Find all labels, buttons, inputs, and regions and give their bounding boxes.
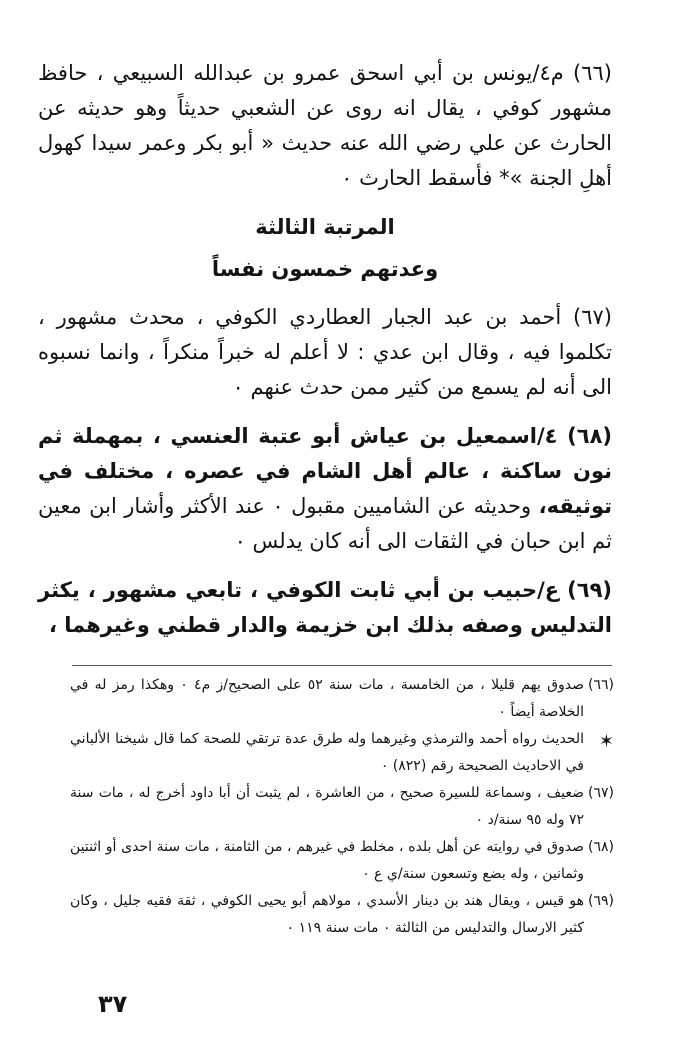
star-icon: ✶ — [598, 731, 614, 752]
footnote-text: الحديث رواه أحمد والترمذي وغيرهما وله طرق عدة ترتقي للصحة كما قال شيخنا الألباني في الاحاديث الصحيحة رقم (٨٢٢) ٠ — [70, 731, 584, 774]
page-number: ٣٧ — [98, 990, 128, 1018]
entry-69: (٦٩) ع/حبيب بن أبي ثابت الكوفي ، تابعي مشهور ، يكثر التدليس وصفه بذلك ابن خزيمة والدار قطني وغيرهما ، — [38, 578, 612, 637]
section-subheading: وعدتهم خمسون نفساً — [211, 257, 439, 281]
entry-68-part-2: وحديثه عن الشاميين مقبول ٠ عند الأكثر وأشار ابن معين ثم ابن حبان في الثقات الى أنه كان يدلس ٠ — [38, 494, 612, 553]
footnote-text: صدوق في روايته عن أهل بلده ، مخلط في غيرهم ، من الثامنة ، مات سنة احدى أو اثنتين وثمانين ، وله بضع وتسعون سنة/ي ع ٠ — [70, 839, 584, 882]
footnote-divider — [72, 665, 612, 666]
section-heading: المرتبة الثالثة — [255, 215, 395, 239]
footnote-66 — [70, 672, 612, 726]
footnote-69 — [70, 888, 612, 942]
entry-66: (٦٦) م٤/يونس بن أبي اسحق عمرو بن عبدالله السبيعي ، حافظ مشهور كوفي ، يقال انه روى عن الشعبي حديثاً وهو حديثه عن الحارث عن علي رضي الله عنه حديث « أبو بكر وعمر سيدا كهول أهلِ الجنة »* فأسقط الحارث ٠ — [38, 61, 612, 190]
footnote-text: ضعيف ، وسماعة للسيرة صحيح ، من العاشرة ، لم يثبت أن أبا داود أخرج له ، مات سنة ٧٢ وله ٩٥ سنة/د ٠ — [70, 785, 584, 828]
main-text — [38, 56, 612, 657]
entry-68 — [38, 419, 612, 559]
footnote-text: هو قيس ، ويقال هند بن دينار الأسدي ، مولاهم أبو يحيى الكوفي ، ثقة فقيه جليل ، وكان كثير الارسال والتدليس من الثالثة ٠ مات سنة ١١٩ ٠ — [70, 893, 584, 936]
footnote-marker: (٦٩) — [588, 893, 614, 909]
footnote-marker: (٦٦) — [588, 677, 614, 693]
footnote-67 — [70, 780, 612, 834]
footnote-68 — [70, 834, 612, 888]
entry-67: (٦٧) أحمد بن عبد الجبار العطاردي الكوفي ، محدث مشهور ، تكلموا فيه ، وقال ابن عدي : لا أعلم له خبراً منكراً ، وانما نسبوه الى أنه لم يسمع من كثير ممن حدث عنهم ٠ — [38, 305, 612, 399]
footnotes — [70, 672, 612, 942]
footnote-text: صدوق يهم قليلا ، من الخامسة ، مات سنة ٥٢ على الصحيح/ز م٤ ٠ وهكذا رمز له في الخلاصة أيضاً ٠ — [70, 677, 585, 720]
footnote-star — [70, 726, 612, 780]
entry-68-part-1: (٦٨) ٤/اسمعيل بن عياش أبو عتبة العنسي ، بمهملة ثم نون ساكنة ، عالم أهل الشام في عصره ، مختلف في توثيقه، — [38, 424, 612, 518]
footnote-marker: (٦٨) — [588, 839, 614, 855]
footnote-marker: (٦٧) — [588, 785, 614, 801]
